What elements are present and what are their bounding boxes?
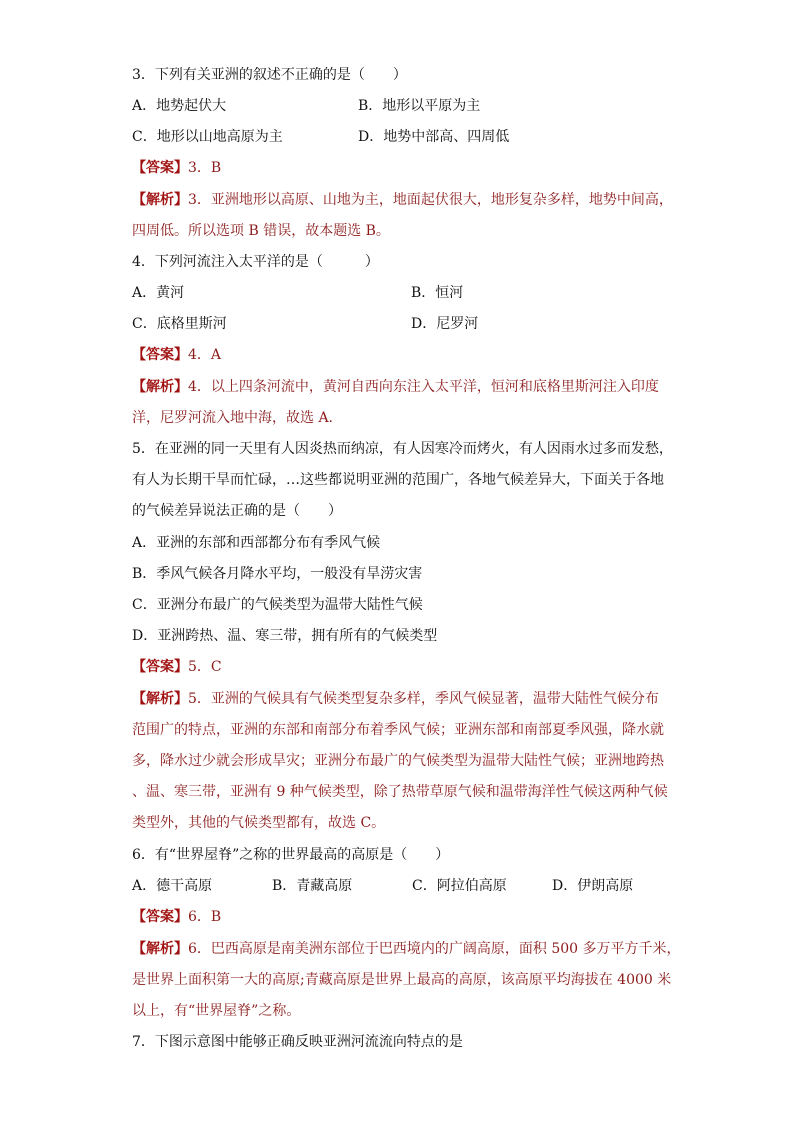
q4-stem: 4．下列河流注入太平洋的是（ ）	[132, 254, 379, 270]
q5-explanation-line-1	[132, 690, 659, 708]
q4-option-d: D．尼罗河	[411, 316, 479, 332]
explanation-tag: 【解析】	[132, 691, 188, 707]
q5-option-c: C．亚洲分布最广的气候类型为温带大陆性气候	[132, 597, 423, 613]
q4-explanation-text-1: 4．以上四条河流中，黄河自西向东注入太平洋，恒河和底格里斯河注入印度	[188, 379, 659, 395]
q6-explanation-line-3: 以上，有“世界屋脊”之称。	[132, 1003, 301, 1019]
answer-tag: 【答案】	[132, 347, 188, 363]
answer-tag: 【答案】	[132, 909, 188, 925]
answer-tag: 【答案】	[132, 160, 188, 176]
explanation-tag: 【解析】	[132, 379, 188, 395]
q6-option-c: C．阿拉伯高原	[412, 878, 507, 894]
answer-tag: 【答案】	[132, 659, 188, 675]
q6-option-a: A．德干高原	[132, 878, 213, 894]
q5-explanation-line-2: 范围广的特点，亚洲的东部和南部分布着季风气候；亚洲东部和南部夏季风强，降水就	[132, 722, 664, 738]
q6-option-b: B．青藏高原	[272, 878, 353, 894]
q3-answer	[132, 159, 221, 177]
q6-explanation-text-1: 6．巴西高原是南美洲东部位于巴西境内的广阔高原，面积 500 多万平方千米，	[188, 941, 681, 957]
explanation-tag: 【解析】	[132, 192, 188, 208]
q6-option-d: D．伊朗高原	[552, 878, 634, 894]
q4-answer-value: 4．A	[188, 347, 222, 363]
q4-explanation-line-1	[132, 378, 659, 396]
q5-explanation-line-3: 多，降水过少就会形成旱灾；亚洲分布最广的气候类型为温带大陆性气候；亚洲地跨热	[132, 753, 664, 769]
q3-stem: 3．下列有关亚洲的叙述不正确的是（ ）	[132, 67, 407, 83]
q3-answer-value: 3．B	[188, 160, 222, 176]
q4-answer	[132, 346, 221, 364]
q3-explanation-line-1	[132, 191, 673, 209]
q5-option-b: B．季风气候各月降水平均，一般没有旱涝灾害	[132, 566, 423, 582]
q5-explanation-line-5: 类型外，其他的气候类型都有，故选 C。	[132, 815, 386, 831]
q5-explanation-line-4: 、温、寒三带，亚洲有 9 种气候类型，除了热带草原气候和温带海洋性气候这两种气候	[132, 784, 668, 800]
explanation-tag: 【解析】	[132, 941, 188, 957]
q5-stem-line-2: 有人为长期干旱而忙碌，…这些都说明亚洲的范围广，各地气候差异大，下面关于各地	[132, 472, 664, 488]
q3-option-c: C．地形以山地高原为主	[132, 129, 283, 145]
q3-option-d: D．地势中部高、四周低	[358, 129, 510, 145]
q5-option-d: D．亚洲跨热、温、寒三带，拥有所有的气候类型	[132, 628, 438, 644]
q4-option-b: B．恒河	[411, 285, 464, 301]
q3-option-b: B．地形以平原为主	[358, 98, 481, 114]
q6-stem: 6．有“世界屋脊”之称的世界最高的高原是（ ）	[132, 847, 450, 863]
q5-answer-value: 5．C	[188, 659, 222, 675]
q7-stem: 7．下图示意图中能够正确反映亚洲河流流向特点的是	[132, 1034, 463, 1050]
q5-option-a: A．亚洲的东部和西部都分布有季风气候	[132, 535, 381, 551]
q4-option-c: C．底格里斯河	[132, 316, 227, 332]
q3-explanation-line-2: 四周低。所以选项 B 错误，故本题选 B。	[132, 223, 390, 239]
q5-stem-line-1: 5．在亚洲的同一天里有人因炎热而纳凉，有人因寒冷而烤火，有人因雨水过多而发愁，	[132, 441, 673, 457]
q6-answer	[132, 908, 221, 926]
q3-explanation-text-1: 3．亚洲地形以高原、山地为主，地面起伏很大，地形复杂多样，地势中间高，	[188, 192, 673, 208]
q4-option-a: A．黄河	[132, 285, 185, 301]
q5-explanation-text-1: 5．亚洲的气候具有气候类型复杂多样，季风气候显著，温带大陆性气候分布	[188, 691, 659, 707]
q3-option-a: A．地势起伏大	[132, 98, 227, 114]
q4-explanation-line-2: 洋，尼罗河流入地中海，故选 A.	[132, 410, 334, 426]
q6-explanation-line-1	[132, 940, 681, 958]
q5-stem-line-3: 的气候差异说法正确的是（ ）	[132, 503, 342, 519]
q5-answer	[132, 658, 222, 676]
q6-answer-value: 6．B	[188, 909, 222, 925]
q6-explanation-line-2: 是世界上面积第一大的高原;青藏高原是世界上最高的高原，该高原平均海拔在 4000 米	[132, 972, 672, 988]
